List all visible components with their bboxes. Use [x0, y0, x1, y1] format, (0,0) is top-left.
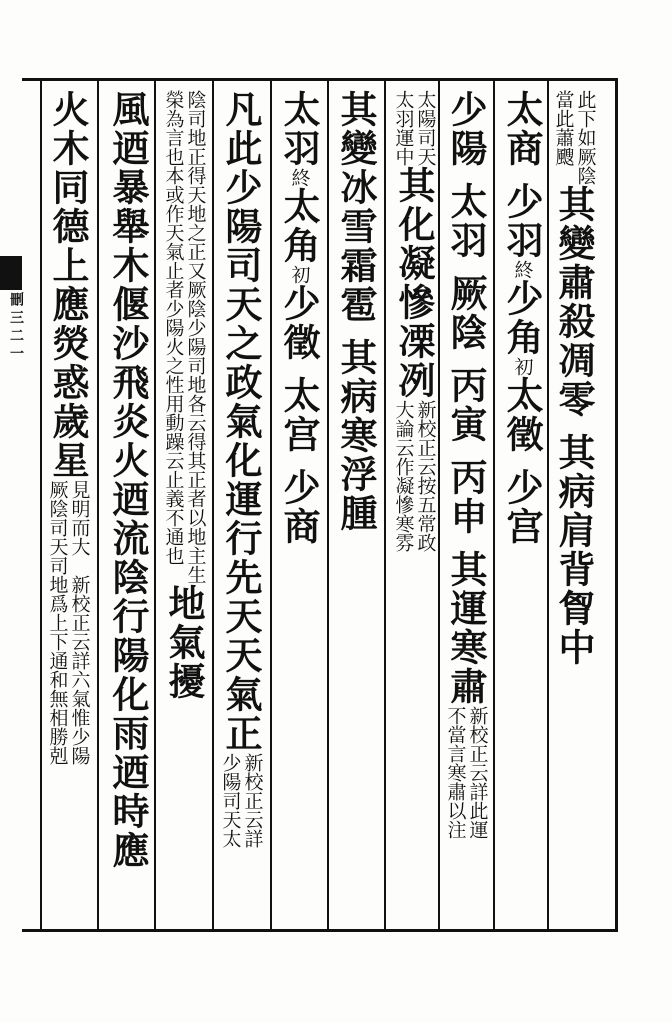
main-text: 太角: [277, 187, 321, 265]
commentary-pair: [220, 753, 263, 848]
text-column: [217, 90, 265, 930]
main-text: 凡此少陽司天之政氣化運行先天天氣正: [219, 90, 263, 753]
column-rule: [212, 78, 214, 932]
commentary-line: 少陽司天太: [219, 753, 242, 848]
commentary-line: 榮為言也本或作天氣止者少陽火之性用動躁云止義不通也: [162, 90, 185, 565]
column-rule: [438, 78, 440, 932]
commentary-line: 厥陰司天司地爲上下通和無相勝剋: [46, 480, 69, 765]
commentary-pair: [393, 90, 436, 166]
text-column: [275, 90, 323, 930]
main-text: 太羽: [277, 90, 321, 168]
main-text: 其運寒肅: [444, 550, 488, 706]
fold-mark: 刪三二一: [8, 292, 24, 364]
main-text: 少陽: [444, 90, 488, 168]
main-text: 丙申: [444, 458, 488, 536]
column-rule: [493, 78, 495, 932]
text-column: [160, 90, 208, 930]
commentary-line: 新校正云詳: [241, 753, 264, 848]
column-rule: [270, 78, 272, 932]
main-text: 少羽: [500, 182, 544, 260]
commentary-line: 陰司地正得天地之正又厥陰少陽司地各云得其正者以地主生: [184, 90, 207, 584]
annotation-mark: 初: [511, 357, 534, 376]
commentary-line: 新校正云按五常政: [414, 400, 437, 552]
column-rule: [97, 78, 99, 932]
text-column: [498, 90, 546, 930]
commentary-line: 大論云作凝慘寒雰: [392, 400, 415, 552]
column-rule: [40, 78, 42, 932]
commentary-line: 此下如厥陰: [574, 90, 597, 185]
commentary-pair: [553, 90, 596, 185]
column-rule: [327, 78, 329, 932]
commentary-pair: [47, 480, 90, 765]
commentary-pair: [445, 706, 488, 839]
main-text: 太宫: [277, 376, 321, 454]
text-column: [390, 90, 438, 930]
commentary-pair: [393, 400, 436, 552]
main-text: 風迺暴舉木偃沙飛炎火迺流陰行陽化雨迺時應: [106, 90, 150, 870]
left-edge-tab: [0, 256, 22, 290]
commentary-pair: [163, 90, 206, 584]
commentary-line: 當此蕭颼: [552, 90, 575, 166]
text-column: [44, 90, 92, 930]
main-text: 火木同德上應熒惑歲星: [46, 90, 90, 480]
main-text: 少徵: [277, 284, 321, 362]
commentary-line: 不當言寒肅以注: [444, 706, 467, 839]
column-rule: [547, 78, 549, 932]
commentary-line: 見明而大 新校正云詳六氣惟少陽: [68, 480, 91, 765]
main-text: 太羽: [444, 182, 488, 260]
main-text: 太商: [500, 90, 544, 168]
main-text: 其變冰雪霜雹: [334, 90, 378, 324]
text-column: [332, 90, 380, 930]
annotation-mark: 初: [288, 265, 311, 284]
main-text: 厥陰: [444, 274, 488, 352]
commentary-line: 太羽運中: [392, 90, 415, 166]
annotation-mark: 終: [511, 260, 534, 279]
column-rule: [384, 78, 386, 932]
main-text: 少角: [500, 279, 544, 357]
main-text: 丙寅: [444, 366, 488, 444]
main-text: 太徵: [500, 376, 544, 454]
text-column: [104, 90, 152, 930]
main-text: 少商: [277, 468, 321, 546]
commentary-line: 新校正云詳此運: [466, 706, 489, 839]
main-text: 其化凝慘凓冽: [392, 166, 436, 400]
main-text: 少宫: [500, 468, 544, 546]
annotation-mark: 終: [288, 168, 311, 187]
main-text: 地氣擾: [162, 584, 206, 701]
text-column: [442, 90, 490, 930]
main-text: 其病寒浮腫: [334, 338, 378, 533]
commentary-line: 太陽司天: [414, 90, 437, 166]
main-text: 其病肩背胷中: [552, 433, 596, 667]
column-rule: [154, 78, 156, 932]
text-column: [550, 90, 598, 930]
main-text: 其變肅殺凋零: [552, 185, 596, 419]
